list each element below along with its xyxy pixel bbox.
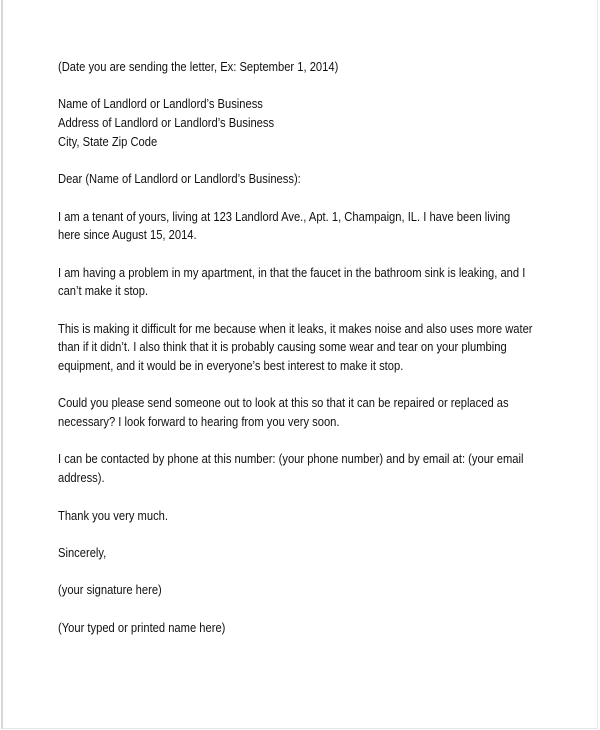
paragraph-spacer (58, 301, 598, 320)
text-line: necessary? I look forward to hearing from you very soon. (58, 414, 340, 430)
text-line: can’t make it stop. (58, 283, 149, 299)
text-line: equipment, and it would be in everyone’s best interest to make it stop. (58, 358, 404, 373)
text-line: address). (58, 470, 105, 486)
paragraph-impact (58, 320, 598, 376)
letter-date (58, 58, 598, 77)
text-line: than if it didn’t. I also think that it is probably causing some wear and tear on your plumbing (58, 339, 507, 355)
paragraph-spacer (58, 600, 598, 619)
text-line: (Date you are sending the letter, Ex: September 1, 2014) (58, 59, 339, 74)
letter-body (58, 58, 598, 637)
text-line: (Your typed or printed name here) (58, 619, 226, 635)
paragraph-contact (58, 450, 598, 487)
paragraph-spacer (58, 376, 598, 395)
paragraph-spacer (58, 77, 598, 96)
text-line: here since August 15, 2014. (58, 227, 197, 243)
text-line: City, State Zip Code (58, 133, 158, 149)
text-line: (your signature here) (58, 582, 162, 598)
text-line: Address of Landlord or Landlord’s Business (58, 115, 275, 131)
paragraph-spacer (58, 245, 598, 264)
thanks-line (58, 507, 598, 526)
text-line: I am having a problem in my apartment, in that the faucet in the bathroom sink is leaking, and I (58, 264, 526, 280)
paragraph-tenancy (58, 208, 598, 245)
paragraph-spacer (58, 488, 598, 507)
closing (58, 544, 598, 563)
paragraph-spacer (58, 151, 598, 170)
paragraph-request (58, 394, 598, 431)
paragraph-spacer (58, 525, 598, 544)
printed-name-placeholder (58, 619, 598, 638)
text-line: I am a tenant of yours, living at 123 Landlord Ave., Apt. 1, Champaign, IL. I have been living (58, 208, 511, 224)
text-line: I can be contacted by phone at this number: (your phone number) and by email at: (your email (58, 451, 524, 467)
paragraph-spacer (58, 432, 598, 451)
document-page (1, 0, 598, 729)
text-line: Name of Landlord or Landlord’s Business (58, 96, 263, 112)
text-line: Sincerely, (58, 544, 107, 560)
text-line: Thank you very much. (58, 507, 168, 523)
text-line: Dear (Name of Landlord or Landlord’s Business): (58, 171, 301, 187)
text-line: Could you please send someone out to look at this so that it can be repaired or replaced as (58, 395, 509, 411)
paragraph-problem (58, 264, 598, 301)
signature-placeholder (58, 581, 598, 600)
paragraph-spacer (58, 563, 598, 582)
paragraph-spacer (58, 189, 598, 208)
salutation (58, 170, 598, 189)
text-line: This is making it difficult for me because when it leaks, it makes noise and also uses more water (58, 320, 533, 336)
recipient-address (58, 95, 598, 151)
